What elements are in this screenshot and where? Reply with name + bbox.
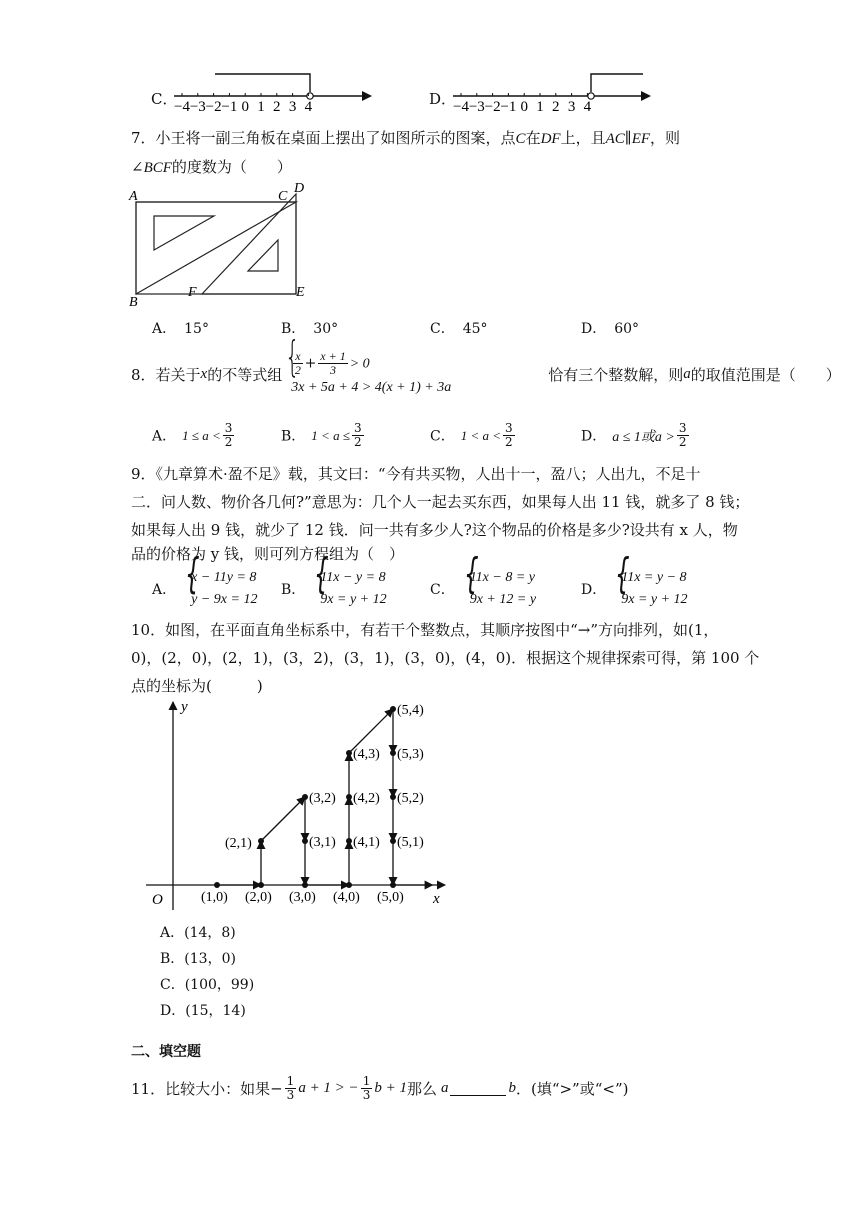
- q8-inequality-system: { $\frac{x}{2}$ + $\frac{x + 1}{3}$ > 0 3x + 5a + 4 > 4(x + 1) + 3a: [282, 350, 486, 399]
- q9-line3: 如果每人出 9 钱，就少了 12 钱．问一共有多少人?这个物品的价格是多少?设共有 x 人，物: [131, 521, 738, 539]
- q8-question: 8．若关于x的不等式组 { $\frac{x}{2}$ + $\frac{x + 1}{3}$ > 0 3x + 5a + 4 > 4(x + 1) + 3a 恰有三个整数解，则a的取值范围是（ ）: [131, 350, 841, 399]
- q10-point-label: (3,1): [309, 835, 336, 850]
- q7-label-b: B: [129, 295, 138, 308]
- q7-label-d: D: [294, 181, 305, 196]
- number-line-tick-label: 2: [273, 99, 281, 114]
- q7-option-d[interactable]: D． 60°: [581, 321, 640, 337]
- q7-label-a: A: [129, 189, 138, 204]
- q10-axis-y-label: y: [181, 699, 188, 715]
- q10-point: [346, 838, 352, 844]
- q10-point: [258, 838, 264, 844]
- q10-point: [214, 882, 220, 888]
- q8-option-b[interactable]: B． 1 < a ≤ $\frac{3}{2}$: [281, 421, 362, 449]
- q10-point: [346, 750, 352, 756]
- q10-option-c[interactable]: C．(100，99): [160, 977, 255, 993]
- q10-point: [390, 750, 396, 756]
- q6-option-c-label: C．: [151, 90, 178, 108]
- q10-option-a[interactable]: A．(14，8): [160, 925, 236, 941]
- q10-coordinate-figure: [140, 696, 460, 912]
- q7-triangles-figure: [124, 178, 324, 308]
- q10-point: [390, 706, 396, 712]
- q10-point-label: (4,2): [353, 791, 380, 806]
- q10-option-d[interactable]: D．(15，14): [160, 1003, 246, 1019]
- number-line-tick-label: 3: [567, 99, 576, 114]
- q6-option-d-label: D．: [429, 90, 457, 108]
- q10-point-label: (2,0): [245, 890, 272, 905]
- number-line-tick-label: −4: [174, 99, 190, 114]
- q10-line3: 点的坐标为( ): [131, 677, 263, 695]
- q6-option-c-number-line: [172, 66, 382, 114]
- q10-point: [390, 882, 396, 888]
- q7-label-c: C: [278, 189, 288, 204]
- number-line-tick-label: 3: [288, 99, 297, 114]
- q6-option-d-number-line: [451, 66, 661, 114]
- q7-option-b[interactable]: B． 30°: [281, 321, 339, 337]
- q10-point: [258, 882, 264, 888]
- q7-question-line2: ∠BCF的度数为（ ）: [131, 158, 292, 176]
- q10-point-label: (5,3): [397, 747, 424, 762]
- q9-option-d[interactable]: D． { 11x = y − 8 9x = y + 12: [581, 567, 688, 611]
- number-line-tick-label: −1: [221, 99, 238, 114]
- q10-point: [390, 794, 396, 800]
- number-line-tick-label: 1: [257, 99, 265, 114]
- number-line-tick-label: 0: [241, 99, 249, 114]
- q9-option-c[interactable]: C． { 11x − 8 = y 9x + 12 = y: [430, 567, 536, 611]
- q9-line2: 二．问人数、物价各几何?”意思为：几个人一起去买东西，如果每人出 11 钱，就多了 8 钱；: [131, 493, 750, 511]
- q10-point: [302, 882, 308, 888]
- q10-option-b[interactable]: B．(13，0): [160, 951, 236, 967]
- q10-point-label: (3,0): [289, 890, 316, 905]
- q7-label-f: F: [188, 285, 197, 300]
- number-line-tick-label: −4: [453, 99, 469, 114]
- q10-path-arrow: [261, 797, 305, 841]
- q10-point-label: (5,0): [377, 890, 404, 905]
- section-fill-in-heading: 二、填空题: [131, 1044, 201, 1060]
- number-line-tick-label: 4: [583, 99, 592, 114]
- q8-option-a[interactable]: A． 1 ≤ a < $\frac{3}{2}$: [152, 421, 233, 449]
- number-line-tick-label: 0: [520, 99, 528, 114]
- q10-point-label: (2,1): [225, 836, 252, 851]
- q7-option-c[interactable]: C． 45°: [430, 321, 488, 337]
- q8-option-c[interactable]: C． 1 < a < $\frac{3}{2}$: [430, 421, 513, 449]
- q8-option-d[interactable]: D． a ≤ 1或a > $\frac{3}{2}$: [581, 421, 687, 449]
- q7-label-e: E: [296, 285, 305, 300]
- q10-point-label: (5,4): [397, 703, 424, 718]
- number-line-tick-label: −2: [205, 99, 222, 114]
- q10-point-label: (5,1): [397, 835, 424, 850]
- q10-point-label: (4,0): [333, 890, 360, 905]
- q7-question-line1: 7．小王将一副三角板在桌面上摆出了如图所示的图案，点C在DF上，且AC∥EF，则: [131, 129, 681, 147]
- q10-point-label: (4,1): [353, 835, 380, 850]
- q10-point-label: (4,3): [353, 747, 380, 762]
- q10-origin-label: O: [152, 892, 163, 908]
- q9-option-b[interactable]: B． { 11x − y = 8 9x = y + 12: [281, 567, 387, 611]
- number-line-tick-label: −2: [484, 99, 501, 114]
- q10-point: [346, 794, 352, 800]
- q11-answer-blank[interactable]: [450, 1081, 506, 1096]
- number-line-tick-label: −3: [468, 99, 485, 114]
- number-line-tick-label: −1: [500, 99, 517, 114]
- number-line-tick-label: −3: [189, 99, 206, 114]
- number-line-tick-label: 4: [304, 99, 313, 114]
- q10-point-label: (1,0): [201, 890, 228, 905]
- q9-line1: 9．《九章算术·盈不足》载，其文曰：“今有共买物，人出十一，盈八；人出九，不足十: [131, 465, 701, 483]
- number-line-tick-label: 2: [552, 99, 560, 114]
- q10-line2: 0)，(2，0)，(2，1)，(3，2)，(3，1)，(3，0)，(4，0)．根据这个规律探索可得，第 100 个: [131, 649, 760, 667]
- q10-point: [346, 882, 352, 888]
- q10-point: [390, 838, 396, 844]
- q10-point-label: (5,2): [397, 791, 424, 806]
- q9-option-a[interactable]: A． { x − 11y = 8 y − 9x = 12: [152, 567, 257, 611]
- q10-point: [302, 794, 308, 800]
- q11-question: 11．比较大小：如果− $\frac{1}{3}$ a + 1 > − $\frac{1}{3}$ b + 1那么 a b．(填“>”或“<”): [131, 1074, 629, 1102]
- q10-point: [302, 838, 308, 844]
- q10-point-label: (3,2): [309, 791, 336, 806]
- number-line-tick-label: 1: [536, 99, 544, 114]
- q10-line1: 10．如图，在平面直角坐标系中，有若干个整数点，其顺序按图中“→”方向排列，如(1，: [131, 621, 719, 639]
- q7-option-a[interactable]: A． 15°: [152, 321, 209, 337]
- q10-axis-x-label: x: [433, 891, 440, 907]
- q9-line4: 品的价格为 y 钱，则可列方程组为（ ）: [131, 545, 405, 563]
